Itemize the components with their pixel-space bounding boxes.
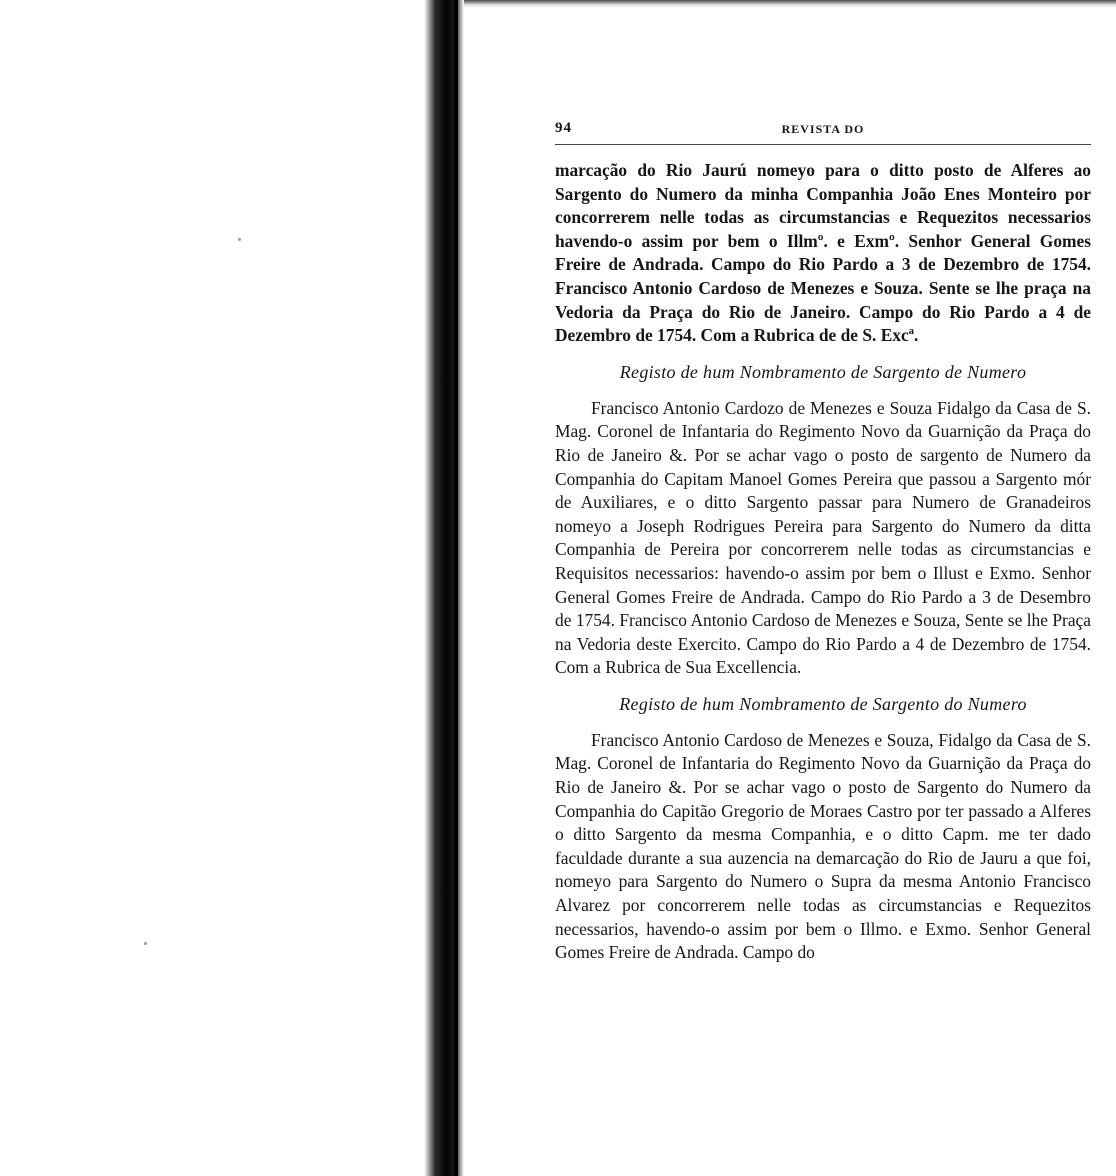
book-spine-line [454,0,458,1176]
page-header [555,118,1091,142]
page-top-edge [464,0,1116,8]
section-heading-1: Registo de hum Nombramento de Sargento de Numero [619,361,1027,382]
section-paragraph-1: Francisco Antonio Cardozo de Menezes e Souza Fidalgo da Casa de S. Mag. Coronel de Infantaria do Regimento Novo da Guarnição da Praça do Rio de Janeiro &. Por se achar vago o posto de sargento de Numero da Companhia do Capitam Manoel Gomes Pereira que passou a Sargento mór de Auxiliares, e o ditto Sargento passar para Numero de Granadeiros nomeyo a Joseph Rodrigues Pereira para Sargento do Numero da ditta Companhia de Pereira por concorrerem nelle todas as circumstancias e Requisitos necessarios: havendo-o assim por bem o Illust e Exmo. Senhor General Gomes Freire de Andrada. Campo do Rio Pardo a 3 de Desembro de 1754. Francisco Antonio Cardoso de Menezes e Souza, Sente se lhe Praça na Vedoria deste Exercito. Campo do Rio Pardo a 4 de Dezembro de 1754. Com a Rubrica de Sua Excellencia. [555,397,1091,678]
section-heading-2: Registo de hum Nombramento de Sargento do Numero [619,693,1027,714]
running-title: REVISTA DO [781,122,865,136]
scan-speck [144,942,147,945]
book-page [555,118,1091,965]
opening-paragraph: marcação do Rio Jaurú nomeyo para o ditto posto de Alferes ao Sargento do Numero da minha Companhia João Enes Monteiro por concorrerem nelle todas as circumstancias e Requezitos necessarios havendo-o assim por bem o Illmº. e Exmº. Senhor General Gomes Freire de Andrada. Campo do Rio Pardo a 3 de Dezembro de 1754. Francisco Antonio Cardoso de Menezes e Souza. Sente se lhe praça na Vedoria da Praça do Rio de Janeiro. Campo do Rio Pardo a 4 de Dezembro de 1754. Com a Rubrica de de S. Excª. [555,160,1091,346]
book-gutter-shadow [424,0,464,1176]
section-paragraph-2: Francisco Antonio Cardoso de Menezes e Souza, Fidalgo da Casa de S. Mag. Coronel de Infantaria do Regimento Novo da Guarnição da Praça do Rio de Janeiro &. Por se achar vago o posto de Sargento do Numero da Companhia do Capitão Gregorio de Moraes Castro por ter passado a Alferes o ditto Sargento da mesma Companhia, e o ditto Capm. me ter dado faculdade durante a sua auzencia na demarcação do Rio de Jauru a que foi, nomeyo para Sargento do Numero o Supra da mesma Antonio Francisco Alvarez por concorrerem nelle todas as circumstancias e Requezitos necessarios, havendo-o assim por bem o Illmo. e Exmo. Senhor General Gomes Freire de Andrada. Campo do [555,729,1091,963]
page-number: 94 [555,120,572,136]
scan-speck [238,238,241,241]
header-rule [555,144,1091,145]
